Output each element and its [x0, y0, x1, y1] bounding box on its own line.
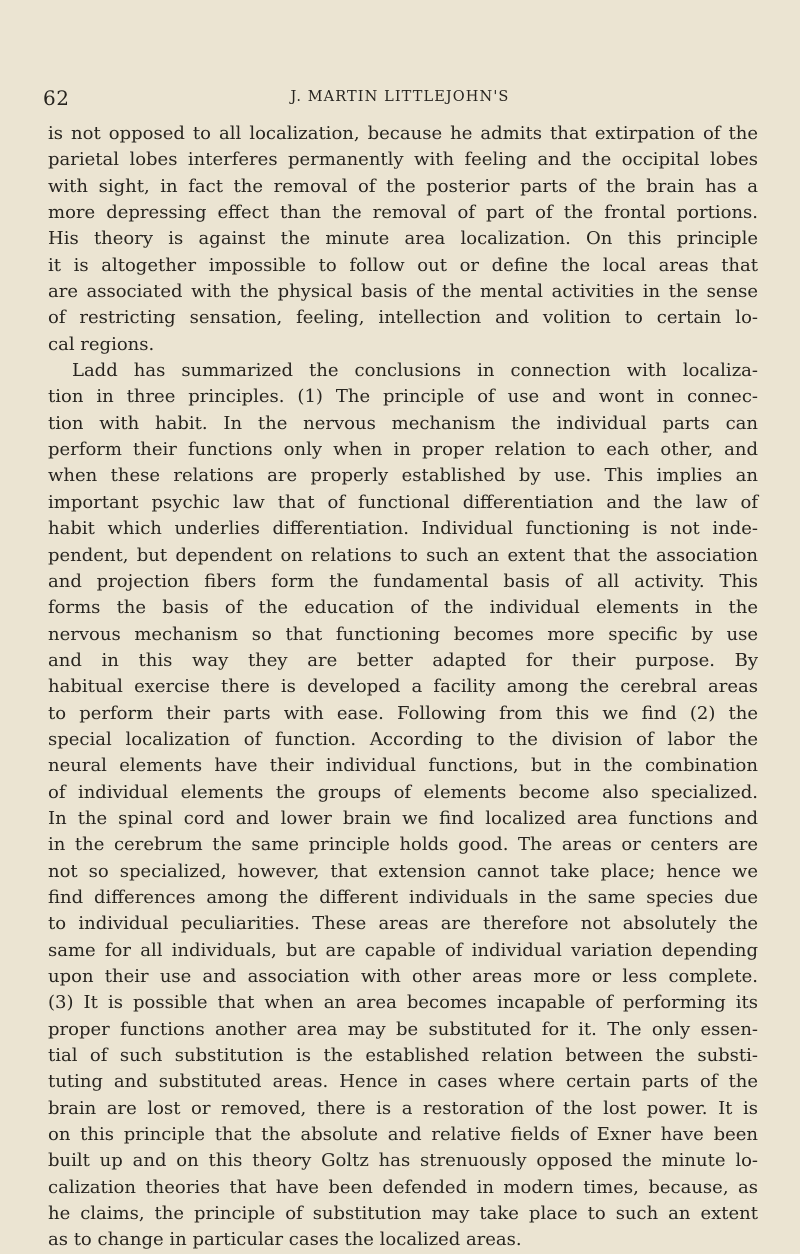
text-line: he claims, the principle of substitution may take place to such an extent	[48, 1203, 758, 1225]
text-line: upon their use and association with other areas more or less complete.	[48, 966, 758, 987]
text-line: and in this way they are better adapted for their purpose. By	[48, 649, 758, 671]
running-head: J. MARTIN LITTLEJOHN'S	[290, 89, 510, 105]
text-line: tuting and substituted areas. Hence in cases where certain parts of the	[48, 1071, 758, 1093]
page-header	[0, 86, 800, 110]
text-line: habitual exercise there is developed a facility among the cerebral areas	[48, 676, 758, 698]
text-line: His theory is against the minute area localization. On this principle	[48, 228, 758, 250]
text-line: proper functions another area may be substituted for it. The only essen-	[48, 1018, 758, 1040]
text-line: perform their functions only when in proper relation to each other, and	[48, 439, 758, 461]
text-line: forms the basis of the education of the individual elements in the	[48, 597, 758, 619]
text-line: tial of such substitution is the established relation between the substi-	[48, 1045, 758, 1067]
text-line: of individual elements the groups of elements become also specialized.	[48, 781, 758, 803]
text-line: more depressing effect than the removal of part of the frontal portions.	[48, 202, 758, 224]
text-line: find differences among the different individuals in the same species due	[48, 886, 758, 908]
text-line: to perform their parts with ease. Following from this we find (2) the	[48, 702, 758, 724]
text-line: pendent, but dependent on relations to such an extent that the association	[48, 544, 758, 566]
text-line: special localization of function. According to the division of labor the	[48, 728, 758, 750]
text-line: Ladd has summarized the conclusions in connection with localiza-	[72, 360, 758, 382]
text-line: tion with habit. In the nervous mechanism the individual parts can	[48, 412, 758, 434]
text-line: it is altogether impossible to follow out or define the local areas that	[48, 254, 758, 276]
text-line: In the spinal cord and lower brain we find localized area functions and	[48, 807, 758, 829]
text-line: nervous mechanism so that functioning becomes more specific by use	[48, 623, 758, 645]
text-line: habit which underlies differentiation. Individual functioning is not inde-	[48, 518, 758, 540]
text-line: of restricting sensation, feeling, intellection and volition to certain lo-	[48, 307, 758, 329]
text-line: is not opposed to all localization, because he admits that extirpation of the	[48, 123, 758, 144]
text-line: neural elements have their individual functions, but in the combination	[48, 755, 758, 777]
text-line: are associated with the physical basis of the mental activities in the sense	[48, 281, 758, 303]
text-line: (3) It is possible that when an area becomes incapable of performing its	[48, 992, 758, 1014]
text-line: parietal lobes interferes permanently with feeling and the occipital lobes	[48, 149, 758, 171]
text-line: and projection fibers form the fundamental basis of all activity. This	[48, 570, 758, 592]
text-line: in the cerebrum the same principle holds good. The areas or centers are	[48, 834, 758, 856]
text-line: when these relations are properly established by use. This implies an	[48, 465, 758, 487]
text-line: with sight, in fact the removal of the posterior parts of the brain has a	[48, 175, 758, 197]
text-line: on this principle that the absolute and relative fields of Exner have been	[48, 1124, 758, 1146]
text-line: to individual peculiarities. These areas are therefore not absolutely the	[48, 913, 758, 935]
text-line: as to change in particular cases the localized areas.	[48, 1229, 522, 1251]
text-line: brain are lost or removed, there is a restoration of the lost power. It is	[48, 1097, 758, 1119]
page-number: 62	[43, 86, 70, 110]
text-line: cal regions.	[48, 333, 155, 355]
text-line: tion in three principles. (1) The principle of use and wont in connec-	[48, 386, 758, 408]
text-line: same for all individuals, but are capable of individual variation depending	[48, 939, 758, 961]
text-line: calization theories that have been defended in modern times, because, as	[48, 1176, 758, 1198]
body-text	[48, 121, 758, 1254]
text-line: important psychic law that of functional differentiation and the law of	[48, 491, 758, 513]
text-line: not so specialized, however, that extension cannot take place; hence we	[48, 860, 758, 882]
text-line: built up and on this theory Goltz has strenuously opposed the minute lo-	[48, 1150, 758, 1172]
